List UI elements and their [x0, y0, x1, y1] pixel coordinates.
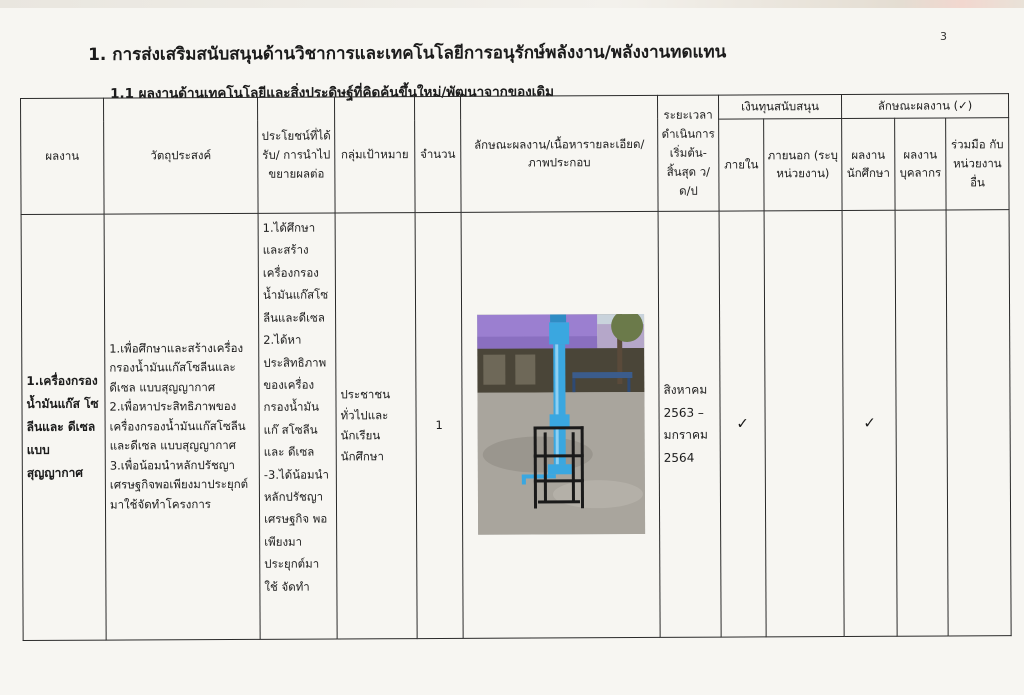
table-row [21, 210, 1011, 641]
cell-objective [104, 213, 260, 640]
header-objective: วัตถุประสงค์ [104, 97, 259, 214]
cell-work-staff [895, 210, 948, 636]
cell-work-joint [946, 210, 1011, 636]
header-period: ระยะเวลา ดำเนินการ เริ่มต้น- สิ้นสุด ว/ด/ป [657, 95, 719, 211]
objective-item-2: 2.เพื่อหาประสิทธิภาพของ เครื่องกรองน้ำมันแก๊สโซลีน และดีเซล แบบสุญญากาศ [109, 399, 246, 453]
cell-quantity: 1 [415, 212, 463, 638]
header-benefit: ประโยชน์ที่ได้รับ/ การนำไป ขยายผลต่อ [257, 97, 335, 213]
cell-funding-internal: ✓ [719, 211, 766, 637]
header-work-type-group: ลักษณะผลงาน (✓) [841, 94, 1008, 119]
page-top-edge [0, 0, 1024, 8]
objective-item-1: 1.เพื่อศึกษาและสร้างเครื่อง กรองน้ำมันแก๊สโซลีนและ ดีเซล แบบสุญญากาศ [109, 340, 244, 395]
cell-period: สิงหาคม 2563 – มกราคม 2564 [658, 211, 721, 637]
cell-work-student: ✓ [842, 210, 897, 636]
header-description: ลักษณะผลงาน/เนื้อหารายละเอียด/ ภาพประกอบ [460, 95, 658, 212]
section-heading: 1. การส่งเสริมสนับสนุนด้านวิชาการและเทคโนโลยีการอนุรักษ์พลังงาน/พลังงานทดแทน [88, 42, 727, 65]
header-work-joint: ร่วมมือ กับ หน่วยงาน อื่น [946, 118, 1009, 210]
header-quantity: จำนวน [414, 96, 461, 212]
header-output: ผลงาน [21, 98, 105, 214]
benefit-item-3: -3.ได้น้อมนำ หลักปรัชญา เศรษฐกิจ พอเพียงมา ประยุกต์มาใช้ จัดทำ [263, 467, 329, 594]
page-number: 3 [940, 30, 947, 43]
subsection-heading: 1.1 ผลงานด้านเทคโนโลยีและสิ่งประดิษฐ์ที่คิดค้นขึ้นใหม่/พัฒนาจากของเดิม [110, 84, 555, 102]
benefit-item-2: 2.ได้หา ประสิทธิภาพ ของเครื่อง กรองน้ำมันแก๊ สโซลีนและ ดีเซล [263, 332, 327, 460]
photo-illustration [477, 314, 645, 535]
header-target: กลุ่มเป้าหมาย [334, 97, 415, 213]
benefit-item-1: 1.ได้ศึกษา และสร้าง เครื่องกรอง น้ำมันแก๊สโซ ลีนและดีเซล [262, 220, 329, 325]
header-work-staff: ผลงาน บุคลากร [895, 118, 946, 210]
cell-funding-external [764, 210, 844, 636]
objective-item-3: 3.เพื่อน้อมนำหลักปรัชญา เศรษฐกิจพอเพียงมาประยุกต์ มาใช้จัดทำโครงการ [109, 457, 249, 512]
cell-output: 1.เครื่องกรอง น้ำมันแก๊ส โซลีนและ ดีเซล แบบ สุญญากาศ [21, 214, 106, 640]
cell-target: ประชาชน ทั่วไปและ นักเรียน นักศึกษา [335, 213, 417, 639]
report-table [20, 93, 1012, 641]
header-funding-internal: ภายใน [719, 119, 764, 211]
filter-machine-photo [477, 314, 645, 535]
header-funding-external: ภายนอก (ระบุ หน่วยงาน) [764, 118, 842, 210]
report-table-wrapper [20, 93, 1011, 641]
cell-description [461, 211, 660, 638]
cell-benefit [258, 213, 337, 639]
header-work-student: ผลงาน นักศึกษา [842, 118, 895, 210]
header-funding-group: เงินทุนสนับสนุน [718, 94, 841, 119]
